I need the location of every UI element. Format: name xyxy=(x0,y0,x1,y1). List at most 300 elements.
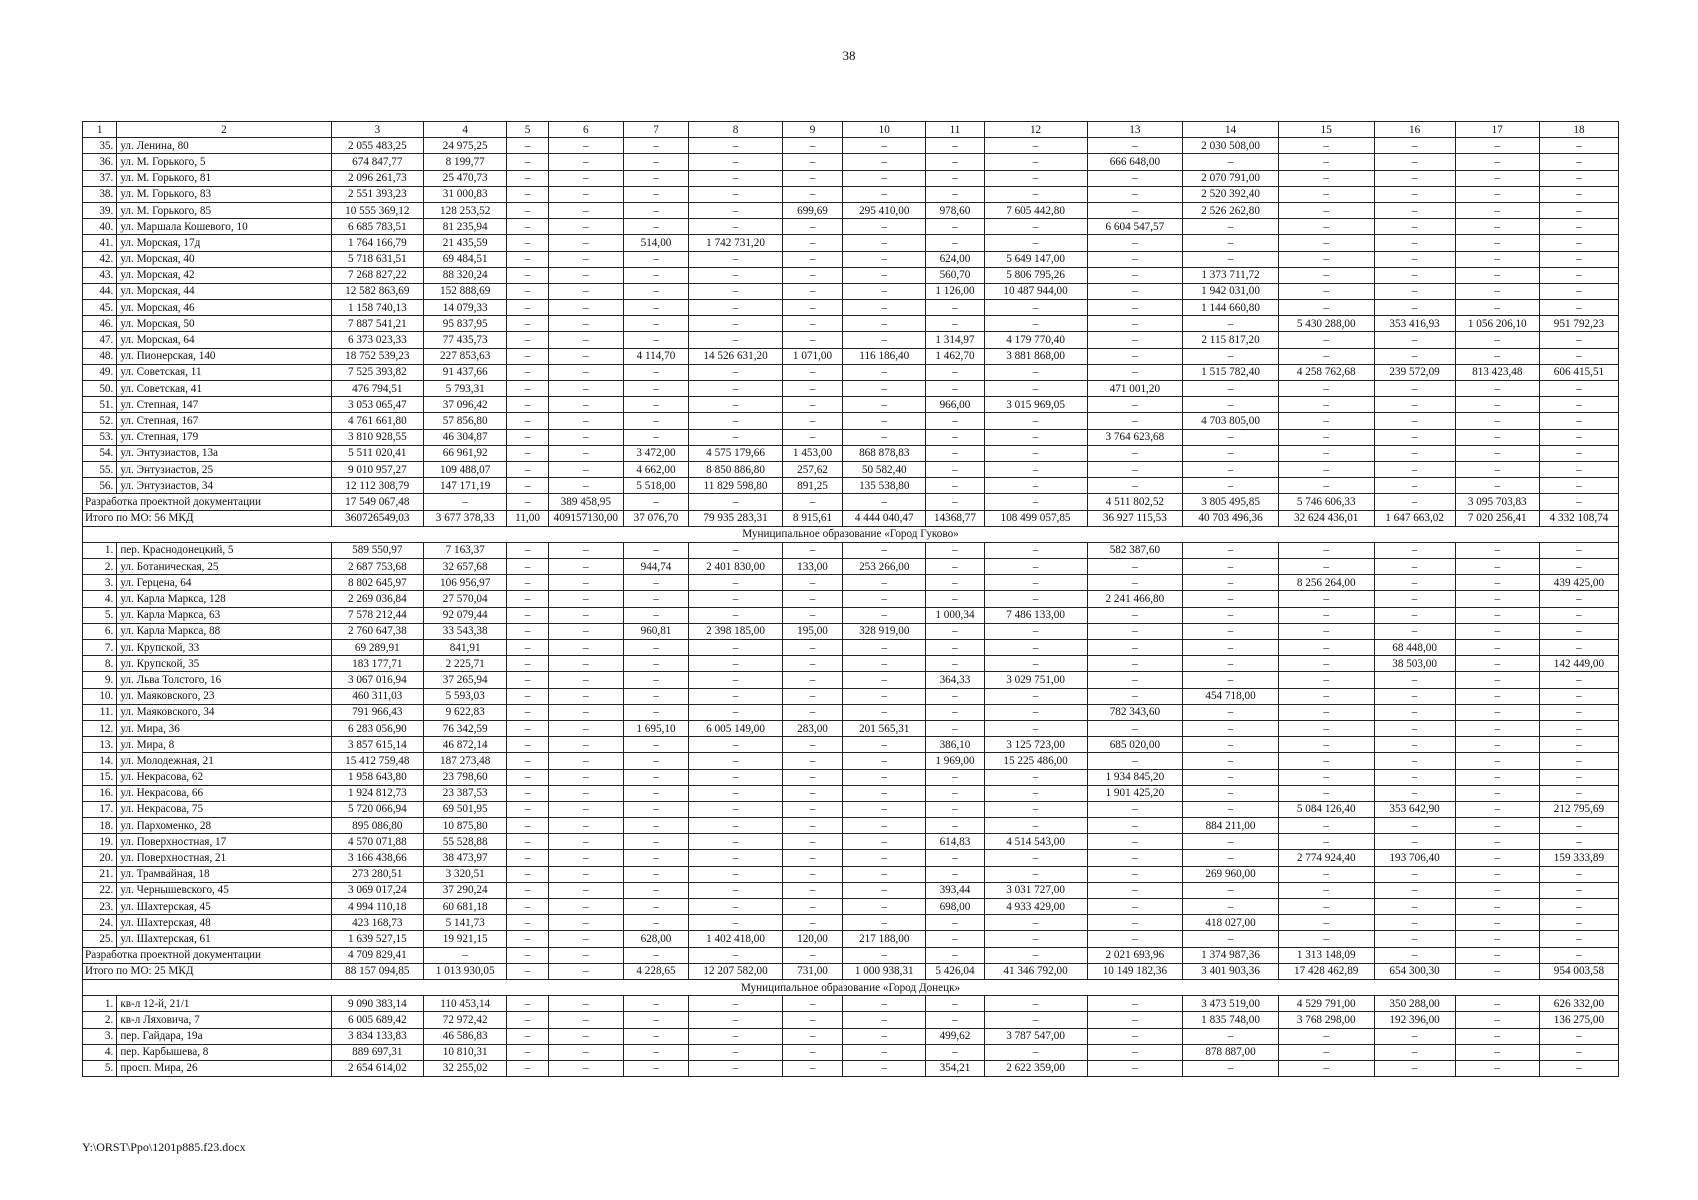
value-cell: 1 742 731,20 xyxy=(689,235,783,251)
total-value: 3 805 495,85 xyxy=(1183,494,1279,510)
address-cell: ул. Некрасова, 62 xyxy=(117,769,331,785)
section-title-row xyxy=(83,526,1619,542)
value-cell: – xyxy=(623,899,689,915)
total-value: – xyxy=(623,947,689,963)
value-cell: – xyxy=(782,737,842,753)
value-cell: 3 834 133,83 xyxy=(331,1028,424,1044)
address-cell: ул. Пионерская, 140 xyxy=(117,348,331,364)
value-cell: – xyxy=(1539,899,1618,915)
value-cell: 66 961,92 xyxy=(424,445,507,461)
value-cell: – xyxy=(1087,801,1183,817)
value-cell: – xyxy=(1087,672,1183,688)
total-value: 41 346 792,00 xyxy=(984,963,1087,979)
address-cell: ул. М. Горького, 85 xyxy=(117,202,331,218)
value-cell: – xyxy=(507,170,549,186)
value-cell: 2 687 753,68 xyxy=(331,559,424,575)
value-cell: – xyxy=(689,251,783,267)
value-cell: – xyxy=(1455,672,1539,688)
value-cell: – xyxy=(689,332,783,348)
value-cell: – xyxy=(548,818,623,834)
column-header: 7 xyxy=(623,122,689,138)
column-header: 9 xyxy=(782,122,842,138)
value-cell: 1 314,97 xyxy=(926,332,984,348)
value-cell: – xyxy=(689,753,783,769)
value-cell: – xyxy=(623,154,689,170)
total-value: – xyxy=(507,947,549,963)
value-cell: – xyxy=(1455,931,1539,947)
value-cell: – xyxy=(1374,283,1455,299)
value-cell: 120,00 xyxy=(782,931,842,947)
row-number: 50. xyxy=(83,381,117,397)
row-number: 56. xyxy=(83,478,117,494)
value-cell: – xyxy=(1539,170,1618,186)
value-cell: – xyxy=(507,413,549,429)
value-cell: – xyxy=(548,672,623,688)
value-cell: 46 304,87 xyxy=(424,429,507,445)
value-cell: 624,00 xyxy=(926,251,984,267)
value-cell: – xyxy=(548,478,623,494)
address-cell: ул. Советская, 11 xyxy=(117,364,331,380)
table-row xyxy=(83,737,1619,753)
value-cell: – xyxy=(1374,542,1455,558)
value-cell: – xyxy=(984,316,1087,332)
value-cell: 11 829 598,80 xyxy=(689,478,783,494)
row-number: 5. xyxy=(83,1060,117,1076)
address-cell: ул. Мира, 36 xyxy=(117,720,331,736)
value-cell: – xyxy=(926,623,984,639)
value-cell: 14 079,33 xyxy=(424,300,507,316)
value-cell: – xyxy=(1455,445,1539,461)
row-number: 49. xyxy=(83,364,117,380)
value-cell: 31 000,83 xyxy=(424,186,507,202)
value-cell: 37 265,94 xyxy=(424,672,507,688)
value-cell: – xyxy=(984,915,1087,931)
value-cell: – xyxy=(843,332,926,348)
value-cell: – xyxy=(782,1060,842,1076)
address-cell: кв-л Ляховича, 7 xyxy=(117,1012,331,1028)
value-cell: – xyxy=(1539,283,1618,299)
value-cell: – xyxy=(1278,704,1374,720)
value-cell: – xyxy=(1087,202,1183,218)
table-row xyxy=(83,300,1619,316)
value-cell: – xyxy=(623,316,689,332)
value-cell: – xyxy=(1183,931,1279,947)
total-value: – xyxy=(689,947,783,963)
value-cell: – xyxy=(1374,737,1455,753)
value-cell: – xyxy=(1374,1060,1455,1076)
value-cell: 4 662,00 xyxy=(623,461,689,477)
value-cell: – xyxy=(507,882,549,898)
value-cell: – xyxy=(782,429,842,445)
value-cell: – xyxy=(1539,542,1618,558)
value-cell: – xyxy=(1278,559,1374,575)
row-number: 47. xyxy=(83,332,117,348)
value-cell: – xyxy=(1278,170,1374,186)
column-header: 2 xyxy=(117,122,331,138)
table-row xyxy=(83,704,1619,720)
value-cell: – xyxy=(926,542,984,558)
value-cell: – xyxy=(1374,381,1455,397)
value-cell: 23 387,53 xyxy=(424,785,507,801)
value-cell: – xyxy=(1087,283,1183,299)
value-cell: – xyxy=(1374,478,1455,494)
total-value: 3 401 903,36 xyxy=(1183,963,1279,979)
value-cell: – xyxy=(926,720,984,736)
value-cell: – xyxy=(548,882,623,898)
row-number: 10. xyxy=(83,688,117,704)
value-cell: 6 005 149,00 xyxy=(689,720,783,736)
value-cell: – xyxy=(984,542,1087,558)
value-cell: – xyxy=(1183,801,1279,817)
total-row xyxy=(83,494,1619,510)
value-cell: – xyxy=(1087,445,1183,461)
value-cell: – xyxy=(1278,219,1374,235)
table-row xyxy=(83,542,1619,558)
value-cell: – xyxy=(623,1044,689,1060)
value-cell: – xyxy=(1539,381,1618,397)
value-cell: – xyxy=(1087,753,1183,769)
value-cell: 227 853,63 xyxy=(424,348,507,364)
value-cell: 253 266,00 xyxy=(843,559,926,575)
value-cell: 2 096 261,73 xyxy=(331,170,424,186)
value-cell: – xyxy=(1374,785,1455,801)
address-cell: ул. Морская, 42 xyxy=(117,267,331,283)
value-cell: 109 488,07 xyxy=(424,461,507,477)
value-cell: – xyxy=(843,704,926,720)
value-cell: 10 810,31 xyxy=(424,1044,507,1060)
row-number: 22. xyxy=(83,882,117,898)
value-cell: – xyxy=(1539,300,1618,316)
value-cell: – xyxy=(1455,219,1539,235)
value-cell: – xyxy=(1539,251,1618,267)
value-cell: 1 969,00 xyxy=(926,753,984,769)
value-cell: – xyxy=(1374,882,1455,898)
value-cell: – xyxy=(548,219,623,235)
value-cell: – xyxy=(1455,899,1539,915)
row-number: 7. xyxy=(83,640,117,656)
value-cell: – xyxy=(1087,850,1183,866)
budget-table xyxy=(82,121,1619,1077)
row-number: 46. xyxy=(83,316,117,332)
value-cell: – xyxy=(1539,413,1618,429)
value-cell: 878 887,00 xyxy=(1183,1044,1279,1060)
total-value: 4 709 829,41 xyxy=(331,947,424,963)
value-cell: 5 518,00 xyxy=(623,478,689,494)
value-cell: – xyxy=(689,429,783,445)
value-cell: 1 924 812,73 xyxy=(331,785,424,801)
value-cell: – xyxy=(689,704,783,720)
value-cell: 1 695,10 xyxy=(623,720,689,736)
address-cell: ул. Крупской, 33 xyxy=(117,640,331,656)
value-cell: – xyxy=(548,866,623,882)
address-cell: ул. Пархоменко, 28 xyxy=(117,818,331,834)
address-cell: пер. Краснодонецкий, 5 xyxy=(117,542,331,558)
value-cell: 3 166 438,66 xyxy=(331,850,424,866)
column-header: 14 xyxy=(1183,122,1279,138)
value-cell: – xyxy=(1374,704,1455,720)
value-cell: – xyxy=(1183,381,1279,397)
address-cell: ул. Карла Маркса, 128 xyxy=(117,591,331,607)
value-cell: – xyxy=(1455,348,1539,364)
row-number: 39. xyxy=(83,202,117,218)
value-cell: – xyxy=(507,478,549,494)
value-cell: – xyxy=(1374,397,1455,413)
value-cell: 889 697,31 xyxy=(331,1044,424,1060)
value-cell: – xyxy=(507,1012,549,1028)
value-cell: – xyxy=(1539,154,1618,170)
value-cell: – xyxy=(1278,623,1374,639)
value-cell: – xyxy=(1087,413,1183,429)
address-cell: ул. Шахтерская, 48 xyxy=(117,915,331,931)
table-row xyxy=(83,283,1619,299)
value-cell: – xyxy=(782,138,842,154)
value-cell: – xyxy=(507,202,549,218)
value-cell: 560,70 xyxy=(926,267,984,283)
value-cell: – xyxy=(843,834,926,850)
value-cell: – xyxy=(782,397,842,413)
address-cell: ул. Шахтерская, 45 xyxy=(117,899,331,915)
value-cell: – xyxy=(507,623,549,639)
value-cell: 674 847,77 xyxy=(331,154,424,170)
value-cell: 2 225,71 xyxy=(424,656,507,672)
value-cell: – xyxy=(689,834,783,850)
value-cell: – xyxy=(1087,866,1183,882)
value-cell: – xyxy=(926,478,984,494)
value-cell: – xyxy=(984,785,1087,801)
value-cell: 15 225 486,00 xyxy=(984,753,1087,769)
value-cell: – xyxy=(1183,785,1279,801)
value-cell: – xyxy=(1278,1060,1374,1076)
value-cell: – xyxy=(926,575,984,591)
total-value: 88 157 094,85 xyxy=(331,963,424,979)
value-cell: – xyxy=(1183,559,1279,575)
value-cell: – xyxy=(507,283,549,299)
value-cell: – xyxy=(1539,704,1618,720)
value-cell: – xyxy=(984,656,1087,672)
value-cell: 791 966,43 xyxy=(331,704,424,720)
value-cell: 6 283 056,90 xyxy=(331,720,424,736)
table-row xyxy=(83,850,1619,866)
value-cell: 606 415,51 xyxy=(1539,364,1618,380)
value-cell: 2 070 791,00 xyxy=(1183,170,1279,186)
total-value: – xyxy=(1374,494,1455,510)
value-cell: – xyxy=(548,753,623,769)
value-cell: – xyxy=(1278,818,1374,834)
value-cell: – xyxy=(926,866,984,882)
value-cell: – xyxy=(1183,640,1279,656)
value-cell: – xyxy=(548,235,623,251)
value-cell: – xyxy=(782,219,842,235)
address-cell: ул. Маяковского, 34 xyxy=(117,704,331,720)
value-cell: – xyxy=(1183,219,1279,235)
value-cell: – xyxy=(1455,737,1539,753)
value-cell: – xyxy=(782,1012,842,1028)
row-number: 4. xyxy=(83,1044,117,1060)
address-cell: ул. Льва Толстого, 16 xyxy=(117,672,331,688)
value-cell: – xyxy=(926,996,984,1012)
value-cell: 46 586,83 xyxy=(424,1028,507,1044)
row-number: 21. xyxy=(83,866,117,882)
address-cell: ул. Энтузиастов, 34 xyxy=(117,478,331,494)
row-number: 2. xyxy=(83,559,117,575)
value-cell: – xyxy=(1183,769,1279,785)
value-cell: – xyxy=(1374,445,1455,461)
value-cell: – xyxy=(507,1044,549,1060)
value-cell: – xyxy=(782,688,842,704)
value-cell: 3 029 751,00 xyxy=(984,672,1087,688)
total-value: 731,00 xyxy=(782,963,842,979)
row-number: 12. xyxy=(83,720,117,736)
value-cell: – xyxy=(1278,300,1374,316)
value-cell: 5 718 631,51 xyxy=(331,251,424,267)
row-number: 55. xyxy=(83,461,117,477)
value-cell: 2 760 647,38 xyxy=(331,623,424,639)
value-cell: – xyxy=(843,429,926,445)
value-cell: 269 960,00 xyxy=(1183,866,1279,882)
value-cell: 499,62 xyxy=(926,1028,984,1044)
value-cell: – xyxy=(1278,769,1374,785)
value-cell: – xyxy=(548,559,623,575)
value-cell: – xyxy=(1278,202,1374,218)
value-cell: 19 921,15 xyxy=(424,931,507,947)
value-cell: 91 437,66 xyxy=(424,364,507,380)
value-cell: 439 425,00 xyxy=(1539,575,1618,591)
value-cell: 944,74 xyxy=(623,559,689,575)
value-cell: 37 290,24 xyxy=(424,882,507,898)
value-cell: 1 958 643,80 xyxy=(331,769,424,785)
value-cell: – xyxy=(1374,915,1455,931)
value-cell: – xyxy=(623,996,689,1012)
value-cell: – xyxy=(507,753,549,769)
total-value: – xyxy=(507,494,549,510)
value-cell: – xyxy=(689,640,783,656)
total-value: 4 228,65 xyxy=(623,963,689,979)
value-cell: 5 793,31 xyxy=(424,381,507,397)
value-cell: – xyxy=(1455,559,1539,575)
total-value: – xyxy=(984,947,1087,963)
value-cell: 951 792,23 xyxy=(1539,316,1618,332)
address-cell: просп. Мира, 26 xyxy=(117,1060,331,1076)
value-cell: – xyxy=(548,445,623,461)
value-cell: – xyxy=(984,461,1087,477)
value-cell: 471 001,20 xyxy=(1087,381,1183,397)
value-cell: – xyxy=(689,996,783,1012)
total-value: 4 511 802,52 xyxy=(1087,494,1183,510)
value-cell: – xyxy=(507,769,549,785)
value-cell: 32 255,02 xyxy=(424,1060,507,1076)
value-cell: 364,33 xyxy=(926,672,984,688)
value-cell: – xyxy=(843,785,926,801)
value-cell: – xyxy=(507,397,549,413)
value-cell: – xyxy=(623,640,689,656)
table-row xyxy=(83,170,1619,186)
value-cell: – xyxy=(689,1028,783,1044)
total-value: – xyxy=(424,494,507,510)
value-cell: – xyxy=(1087,332,1183,348)
value-cell: – xyxy=(507,559,549,575)
value-cell: 3 031 727,00 xyxy=(984,882,1087,898)
value-cell: – xyxy=(1539,1060,1618,1076)
row-number: 3. xyxy=(83,575,117,591)
value-cell: – xyxy=(623,656,689,672)
value-cell: – xyxy=(507,429,549,445)
value-cell: – xyxy=(689,769,783,785)
value-cell: – xyxy=(782,834,842,850)
value-cell: – xyxy=(1455,461,1539,477)
value-cell: – xyxy=(1183,704,1279,720)
value-cell: – xyxy=(507,672,549,688)
value-cell: – xyxy=(507,138,549,154)
value-cell: – xyxy=(1278,445,1374,461)
column-header: 12 xyxy=(984,122,1087,138)
total-value: 1 000 938,31 xyxy=(843,963,926,979)
value-cell: – xyxy=(843,364,926,380)
value-cell: 3 857 615,14 xyxy=(331,737,424,753)
value-cell: – xyxy=(1374,267,1455,283)
value-cell: – xyxy=(1087,640,1183,656)
value-cell: 192 396,00 xyxy=(1374,1012,1455,1028)
value-cell: – xyxy=(984,720,1087,736)
value-cell: – xyxy=(926,785,984,801)
value-cell: – xyxy=(548,801,623,817)
table-row xyxy=(83,591,1619,607)
row-number: 37. xyxy=(83,170,117,186)
value-cell: 2 520 392,40 xyxy=(1183,186,1279,202)
value-cell: – xyxy=(623,882,689,898)
value-cell: – xyxy=(1539,737,1618,753)
value-cell: 283,00 xyxy=(782,720,842,736)
value-cell: – xyxy=(1455,866,1539,882)
value-cell: – xyxy=(926,219,984,235)
value-cell: – xyxy=(507,332,549,348)
value-cell: – xyxy=(1278,138,1374,154)
value-cell: – xyxy=(1087,478,1183,494)
value-cell: – xyxy=(984,850,1087,866)
value-cell: – xyxy=(689,882,783,898)
row-number: 11. xyxy=(83,704,117,720)
address-cell: ул. Герцена, 64 xyxy=(117,575,331,591)
value-cell: – xyxy=(1087,688,1183,704)
value-cell: – xyxy=(843,996,926,1012)
table-row xyxy=(83,720,1619,736)
value-cell: – xyxy=(843,672,926,688)
value-cell: – xyxy=(926,931,984,947)
value-cell: 626 332,00 xyxy=(1539,996,1618,1012)
value-cell: – xyxy=(843,154,926,170)
value-cell: 2 774 924,40 xyxy=(1278,850,1374,866)
address-cell: ул. Энтузиастов, 25 xyxy=(117,461,331,477)
value-cell: – xyxy=(507,818,549,834)
column-header: 3 xyxy=(331,122,424,138)
value-cell: – xyxy=(1278,672,1374,688)
value-cell: – xyxy=(1374,769,1455,785)
total-value: 4 332 108,74 xyxy=(1539,510,1618,526)
address-cell: ул. Морская, 44 xyxy=(117,283,331,299)
value-cell: – xyxy=(843,899,926,915)
value-cell: – xyxy=(1087,300,1183,316)
value-cell: 187 273,48 xyxy=(424,753,507,769)
value-cell: – xyxy=(782,899,842,915)
value-cell: – xyxy=(1278,154,1374,170)
value-cell: – xyxy=(1539,785,1618,801)
value-cell: – xyxy=(623,575,689,591)
value-cell: 978,60 xyxy=(926,202,984,218)
value-cell: – xyxy=(623,607,689,623)
value-cell: 699,69 xyxy=(782,202,842,218)
value-cell: – xyxy=(1183,720,1279,736)
value-cell: 38 503,00 xyxy=(1374,656,1455,672)
value-cell: – xyxy=(507,542,549,558)
